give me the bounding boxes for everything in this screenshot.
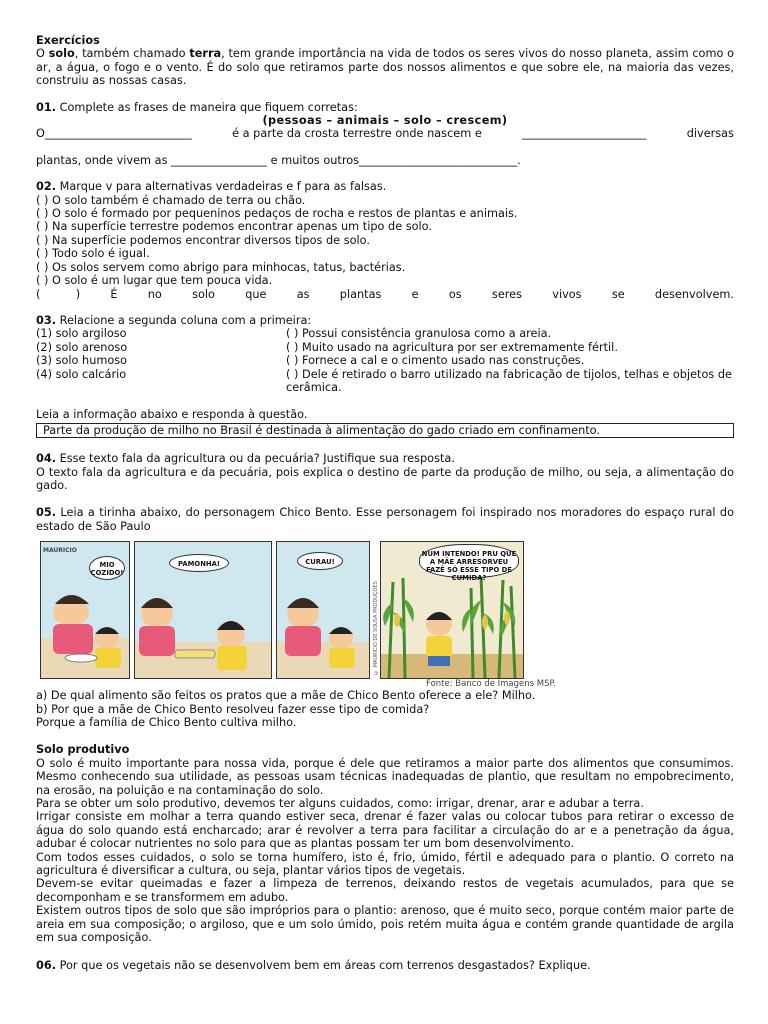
q03-right-item[interactable]: ( ) Muito usado na agricultura por ser extremamente fértil.	[286, 340, 618, 354]
q01-line-1	[36, 127, 734, 140]
q02-item[interactable]: ( ) O solo é um lugar que tem pouca vida.	[36, 274, 273, 288]
comic-panel-4	[380, 541, 524, 679]
speech-bubble-2: PAMONHA!	[169, 554, 229, 572]
q02-item-last[interactable]: ( ) É no solo que as plantas e os seres vivos se desenvolvem.	[36, 287, 734, 301]
q02-item[interactable]: ( ) O solo é formado por pequeninos pedaços de rocha e restos de plantas e animais.	[36, 207, 518, 221]
q05-number: 05.	[36, 506, 57, 520]
q02-heading	[36, 180, 734, 193]
q03-number: 03.	[36, 313, 57, 327]
q01-line1-text: é a parte da crosta terrestre onde nascem e	[232, 127, 482, 141]
q02-text: Marque v para alternativas verdadeiras e f para as falsas.	[56, 180, 387, 194]
q04-heading	[36, 452, 734, 465]
intro-paragraph	[36, 47, 734, 87]
q01-blank-2[interactable]: ______________________	[522, 127, 647, 141]
q02-item[interactable]: ( ) Os solos servem como abrigo para minhocas, tatus, bactérias.	[36, 260, 406, 274]
q02-item[interactable]: ( ) Na superfície terrestre podemos encontrar apenas um tipo de solo.	[36, 220, 432, 234]
chico-bento-comic	[36, 537, 557, 690]
comic-signature: MAURICIO	[43, 547, 77, 555]
solo-paragraph: O solo é muito importante para nossa vida, porque é dele que retiramos a maior parte dos alimentos que consumimos. Mesmo conhecendo sua utilidade, as pessoas usam técnicas inadequadas de plantio, que resultam no empobrecimento, na erosão, na poluição e na contaminação do solo.	[36, 756, 734, 797]
page-title: Exercícios	[36, 34, 100, 47]
comic-panel-2	[134, 541, 272, 679]
section-title-solo-produtivo: Solo produtivo	[36, 743, 130, 757]
intro-solo: solo	[48, 47, 75, 61]
q04-answer[interactable]: O texto fala da agricultura e da pecuária, pois explica o destino de parte da produção de milho, ou seja, a alimentação do gado.	[36, 465, 734, 492]
q03-left-column	[36, 327, 286, 394]
q04-number: 04.	[36, 452, 57, 466]
q03-heading	[36, 314, 734, 327]
q02-item[interactable]: ( ) Todo solo é igual.	[36, 247, 150, 261]
info-box-text: Parte da produção de milho no Brasil é destinada à alimentação do gado criado em confinamento.	[43, 423, 600, 437]
q02-item[interactable]: ( ) O solo também é chamado de terra ou chão.	[36, 193, 306, 207]
q03-left-item: (4) solo calcário	[36, 367, 127, 381]
q01-text: Complete as frases de maneira que fiquem corretas:	[56, 100, 358, 114]
q05-a[interactable]: a) De qual alimento são feitos os pratos que a mãe de Chico Bento oferece a ele? Milho.	[36, 689, 536, 703]
q03-right-column	[286, 327, 734, 394]
q01-heading	[36, 101, 734, 114]
q03-columns	[36, 327, 734, 394]
q01-line1-end: diversas	[686, 127, 734, 141]
q06-text: Por que os vegetais não se desenvolvem bem em áreas com terrenos desgastados? Explique.	[56, 958, 591, 972]
q06-heading	[36, 959, 734, 972]
q01-word-bank: (pessoas – animais – solo – crescem)	[262, 114, 508, 128]
intro-text-1: O	[36, 47, 49, 61]
comic-panel-1	[40, 541, 130, 679]
solo-paragraph: Existem outros tipos de solo que são impróprios para o plantio: arenoso, que é muito seco, porque contém maior parte de areia em sua composição; o argiloso, que e um solo úmido, pois retém muita água e contém grande quantidade de argila em sua composição.	[36, 904, 734, 945]
q05-text: Leia a tirinha abaixo, do personagem Chico Bento. Esse personagem foi inspirado nos moradores do espaço rural do estado de São Paulo	[36, 506, 734, 533]
speech-bubble-3: CURAU!	[297, 552, 343, 570]
q05-b-answer[interactable]: Porque a família de Chico Bento cultiva milho.	[36, 716, 297, 729]
q01-blank-1[interactable]: O__________________________	[36, 127, 192, 141]
comic-credit: © MAURICIO DE SOUSA PRODUÇÕES	[373, 581, 379, 676]
intro-text-2: , também chamado	[74, 47, 190, 61]
q03-text: Relacione a segunda coluna com a primeira:	[56, 313, 312, 327]
q03-left-item: (3) solo humoso	[36, 354, 128, 368]
speech-bubble-4: NUM INTENDO! PRU QUE A MÃE ARRESORVEU FAZÊ SÓ ESSE TIPO DE CUMIDA?	[419, 544, 519, 578]
q01-line-2[interactable]: plantas, onde vivem as _________________ e muitos outros____________________________.	[36, 153, 521, 167]
q03-right-item[interactable]: ( ) Dele é retirado o barro utilizado na fabricação de tijolos, telhas e objetos de cerâmica.	[286, 367, 732, 394]
solo-paragraph: Com todos esses cuidados, o solo se torna humífero, isto é, frio, úmido, fértil e adequado para o plantio. O correto na agricultura é diversificar a cultura, ou seja, plantar vários tipos de vegetais.	[36, 850, 734, 878]
speech-bubble-1: MIO COZIDO!	[89, 556, 125, 580]
q03-right-item[interactable]: ( ) Fornece a cal e o cimento usado nas construções.	[286, 354, 585, 368]
comic-source: Fonte: Banco de Imagens MSP.	[426, 679, 557, 690]
solo-paragraph: Devem-se evitar queimadas e fazer a limpeza de terrenos, deixando restos de vegetais acumulados, para que se decomponham e se transformem em adubo.	[36, 877, 734, 904]
q03-right-item[interactable]: ( ) Possui consistência granulosa como a areia.	[286, 327, 552, 341]
info-box	[36, 423, 734, 438]
intro-text-3: , tem grande importância na vida de todos os seres vivos do nosso planeta, assim como o ar, a água, o fogo e o vento. É do solo que retiramos parte dos nossos alimentos e que sobre ele, na maioria das vezes, construiu as nossas casas.	[36, 47, 734, 88]
intro-terra: terra	[189, 47, 222, 61]
q04-text: Esse texto fala da agricultura ou da pecuária? Justifique sua resposta.	[56, 452, 455, 466]
solo-paragraph: Para se obter um solo produtivo, devemos ter alguns cuidados, como: irrigar, drenar, arar e adubar a terra.	[36, 797, 644, 811]
worksheet	[36, 34, 734, 972]
q03-left-item: (1) solo argiloso	[36, 327, 127, 341]
info-lead: Leia a informação abaixo e responda à questão.	[36, 408, 308, 422]
solo-paragraph: Irrigar consiste em molhar a terra quando estiver seca, drenar é fazer valas ou colocar tubos para retirar o excesso de água do solo quando está encharcado; arar é revolver a terra para facilitar a circulação do ar e a penetração da água, adubar é colocar nutrientes no solo para que as plantas possam ter um bom desenvolvimento.	[36, 810, 734, 851]
q05-heading	[36, 506, 734, 533]
q06-number: 06.	[36, 958, 57, 972]
q02-item[interactable]: ( ) Na superfície podemos encontrar diversos tipos de solo.	[36, 233, 370, 247]
comic-panel-3	[276, 541, 370, 679]
q03-left-item: (2) solo arenoso	[36, 340, 128, 354]
q01-number: 01.	[36, 100, 57, 114]
q05-b: b) Por que a mãe de Chico Bento resolveu fazer esse tipo de comida?	[36, 702, 430, 716]
q02-number: 02.	[36, 180, 57, 194]
